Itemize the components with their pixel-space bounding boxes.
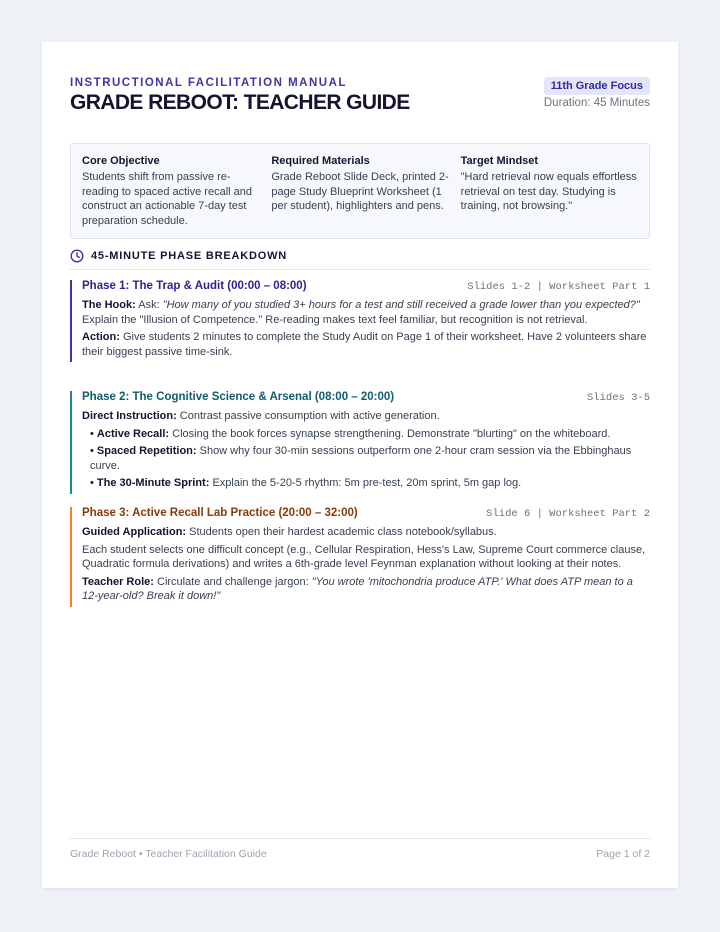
footer-title: Grade Reboot • Teacher Facilitation Guide bbox=[70, 848, 267, 860]
summary-materials bbox=[271, 154, 460, 228]
hook-text: Explain the "Illusion of Competence." Re-reading makes text feel familiar, but recognition is not retrieval. bbox=[82, 313, 588, 326]
page-header bbox=[70, 75, 650, 133]
action-paragraph bbox=[82, 330, 650, 359]
list-item: • Spaced Repetition: Show why four 30-min sessions outperform one 2-hour cram session via the Ebbinghaus curve. bbox=[90, 445, 632, 472]
bullet-text: Show why four 30-min sessions outperform one 2-hour cram session via the Ebbinghaus curve. bbox=[90, 445, 632, 472]
footer-divider bbox=[70, 838, 650, 839]
bullet-text: Closing the book forces synapse strengthening. Demonstrate "blurting" on the whiteboard. bbox=[172, 427, 611, 440]
clock-icon bbox=[70, 249, 84, 263]
section-title: 45-MINUTE PHASE BREAKDOWN bbox=[91, 250, 288, 262]
page-number: Page 1 of 2 bbox=[596, 848, 650, 860]
summary-heading: Target Mindset bbox=[460, 155, 539, 167]
phase-slides-ref: Slides 1-2 | Worksheet Part 1 bbox=[467, 281, 650, 293]
hook-paragraph bbox=[82, 298, 650, 327]
action-text: Give students 2 minutes to complete the Study Audit on Page 1 of their worksheet. Have 2 volunteers share their biggest passive time-sink. bbox=[82, 331, 647, 358]
phase-slides-ref: Slides 3-5 bbox=[586, 392, 650, 404]
guided-paragraph bbox=[82, 525, 650, 540]
action-label: Action: bbox=[82, 331, 120, 344]
list-item: • The 30-Minute Sprint: Explain the 5-20-5 rhythm: 5m pre-test, 20m sprint, 5m gap log. bbox=[90, 477, 522, 490]
role-label: Teacher Role: bbox=[82, 575, 154, 588]
summary-text: Grade Reboot Slide Deck, printed 2-page Study Blueprint Worksheet (1 per student), highlighters and pens. bbox=[271, 171, 449, 213]
bullet-label: Spaced Repetition: bbox=[96, 445, 197, 458]
summary-heading: Core Objective bbox=[82, 155, 160, 167]
direct-instruction-paragraph bbox=[82, 409, 650, 424]
summary-box bbox=[70, 143, 650, 239]
phase-1-block bbox=[70, 280, 650, 362]
strategy-list bbox=[82, 427, 650, 491]
role-prefix: Circulate and challenge jargon: bbox=[157, 575, 309, 588]
phase-title: Phase 1: The Trap & Audit (00:00 – 08:00) bbox=[82, 280, 307, 292]
lab-description: Each student selects one difficult concept (e.g., Cellular Respiration, Hess's Law, Supreme Court commerce clause, Quadratic formula derivations) and writes a 6th-grade level Feynman explanation without looking at their notes. bbox=[82, 543, 646, 571]
phase-3-block bbox=[70, 507, 650, 607]
hook-quote: "How many of you studied 3+ hours for a test and still received a grade lower than you expected?" bbox=[162, 299, 640, 311]
bullet-label: Active Recall: bbox=[96, 427, 170, 440]
teacher-role-paragraph bbox=[82, 575, 650, 604]
guided-label: Guided Application: bbox=[82, 526, 187, 538]
bullet-label: The 30-Minute Sprint: bbox=[96, 477, 210, 490]
direct-text: Contrast passive consumption with active generation. bbox=[179, 410, 440, 422]
section-header bbox=[70, 249, 650, 270]
direct-label: Direct Instruction: bbox=[82, 410, 177, 422]
list-item: • Active Recall: Closing the book forces synapse strengthening. Demonstrate "blurting" on the whiteboard. bbox=[90, 427, 611, 440]
guided-text: Students open their hardest academic class notebook/syllabus. bbox=[189, 526, 497, 538]
summary-mindset bbox=[461, 154, 638, 228]
summary-text: Students shift from passive re-reading to spaced active recall and construct an actionable 7-day test preparation schedule. bbox=[82, 171, 252, 227]
role-quote: "You wrote 'mitochondria produce ATP.' What does ATP mean to a 12-year-old? Break it down!" bbox=[82, 575, 633, 603]
phase-2-block bbox=[70, 391, 650, 494]
phase-title: Phase 3: Active Recall Lab Practice (20:00 – 32:00) bbox=[82, 507, 358, 519]
phase-title: Phase 2: The Cognitive Science & Arsenal (08:00 – 20:00) bbox=[82, 391, 395, 403]
phase-slides-ref: Slide 6 | Worksheet Part 2 bbox=[486, 508, 650, 520]
manual-kicker: INSTRUCTIONAL FACILITATION MANUAL bbox=[70, 77, 347, 89]
page-title: GRADE REBOOT: TEACHER GUIDE bbox=[70, 91, 410, 114]
grade-badge: 11th Grade Focus bbox=[544, 77, 650, 95]
hook-label: The Hook: bbox=[82, 299, 136, 311]
summary-heading: Required Materials bbox=[271, 155, 370, 167]
document-page bbox=[42, 42, 678, 888]
hook-prefix: Ask: bbox=[138, 299, 160, 311]
duration-label: Duration: 45 Minutes bbox=[543, 97, 650, 109]
summary-text: "Hard retrieval now equals effortless retrieval on test day. Studying is training, not browsing." bbox=[460, 171, 637, 213]
bullet-text: Explain the 5-20-5 rhythm: 5m pre-test, 20m sprint, 5m gap log. bbox=[212, 477, 522, 490]
summary-objective bbox=[82, 154, 271, 228]
